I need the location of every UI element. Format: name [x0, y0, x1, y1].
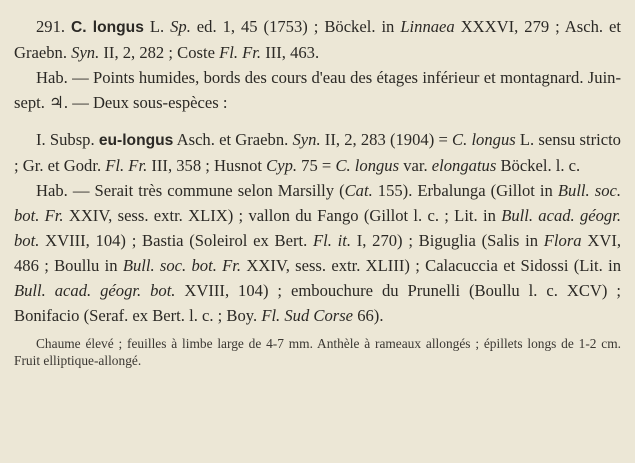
subspecies-citation: [14, 127, 621, 178]
citation-text: 75 =: [297, 156, 336, 175]
species-citation: [14, 14, 621, 65]
citation-work: Fl. Fr.: [105, 156, 148, 175]
citation-text: Asch. et Graebn.: [173, 130, 293, 149]
subspecies-habitat: [14, 178, 621, 328]
habitat-text: 66).: [353, 306, 384, 325]
citation-work: Syn.: [292, 130, 321, 149]
species-habitat: Hab. — Points humides, bords des cours d'eau des étages inférieur et montagnard. Juin-sept. ♃. — Deux sous-espèces :: [14, 68, 621, 112]
citation-work: Cat.: [344, 181, 373, 200]
citation-text: ed. 1, 45 (1753) ; Böckel. in: [190, 17, 401, 36]
taxon-name: elongatus: [431, 156, 497, 175]
habitat-text: I, 270) ; Biguglia (Salis in: [351, 231, 544, 250]
citation-text: II, 2, 282 ; Coste: [99, 43, 220, 62]
citation-text: var.: [399, 156, 432, 175]
subspecies-name: eu-longus: [98, 132, 174, 149]
citation-work: Bull. soc. bot. Fr.: [14, 181, 622, 225]
citation-text: L. sensu stricto ; Gr. et Godr.: [14, 130, 621, 175]
habitat-text: XVI, 486 ; Boullu in: [14, 231, 621, 275]
habitat-text: XXIV, sess. extr. XLIX) ; vallon du Fango (Gillot l. c. ; Lit. in: [63, 206, 502, 225]
description-note: Chaume élevé ; feuilles à limbe large de 4-7 mm. Anthèle à rameaux allongés ; épillets longs de 1-2 cm. Fruit elliptique-allongé.: [14, 336, 621, 368]
citation-work: Fl. Sud Corse: [261, 306, 354, 325]
citation-work: Flora: [543, 231, 582, 250]
taxon-name: C. longus: [335, 156, 400, 175]
citation-text: XXXVI, 279 ; Asch. et Graebn.: [14, 17, 621, 62]
citation-text: Böckel. l. c.: [496, 156, 581, 175]
citation-text: II, 2, 283 (1904) =: [320, 130, 453, 149]
citation-work: Cyp.: [266, 156, 298, 175]
citation-work: Fl. it.: [312, 231, 351, 250]
citation-work: Linnaea: [400, 17, 455, 36]
taxon-name: C. longus: [452, 130, 516, 149]
species-number: 291.: [36, 17, 66, 36]
citation-work: Bull. acad. géogr. bot.: [14, 206, 621, 250]
citation-text: L.: [143, 17, 171, 36]
citation-work: Syn.: [71, 43, 100, 62]
habitat-text: Hab. — Serait très commune selon Marsilly (: [36, 181, 345, 200]
habitat-text: 155). Erbalunga (Gillot in: [372, 181, 558, 200]
habitat-text: XVIII, 104) ; embouchure du Prunelli (Boullu l. c. XCV) ; Bonifacio (Seraf. ex Bert. l. c. ; Boy.: [14, 281, 621, 325]
citation-work: Bull. soc. bot. Fr.: [122, 256, 242, 275]
habitat-text: XXIV, sess. extr. XLIII) ; Calacuccia et Sidossi (Lit. in: [241, 256, 621, 275]
citation-text: III, 463.: [261, 43, 320, 62]
habitat-text: XVIII, 104) ; Bastia (Soleirol ex Bert.: [39, 231, 313, 250]
citation-work: Sp.: [170, 17, 191, 36]
species-name: C. longus: [71, 19, 144, 36]
subspecies-number: I. Subsp.: [36, 130, 99, 149]
citation-work: Bull. acad. géogr. bot.: [14, 281, 176, 300]
citation-work: Fl. Fr.: [219, 43, 262, 62]
citation-text: III, 358 ; Husnot: [147, 156, 267, 175]
